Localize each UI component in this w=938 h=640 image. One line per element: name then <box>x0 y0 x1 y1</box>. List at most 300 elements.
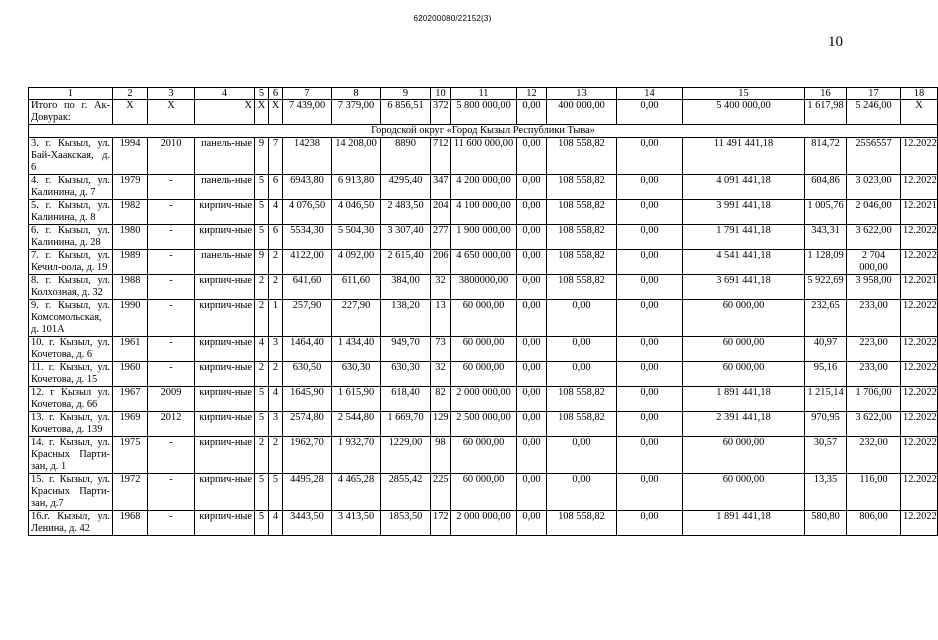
data-cell: 204 <box>431 200 451 225</box>
address-cell: 3. г. Кызыл, ул. Бай-Хаакская, д. 6 <box>29 138 113 175</box>
section-row <box>29 125 938 138</box>
data-cell: 7 <box>269 138 283 175</box>
data-cell: 12.2021 <box>901 275 938 300</box>
data-cell: 0,00 <box>517 437 547 474</box>
data-cell: 95,16 <box>805 362 847 387</box>
building-row <box>29 138 938 175</box>
data-cell: 0,00 <box>547 337 617 362</box>
data-cell: 4 092,00 <box>332 250 381 275</box>
data-cell: 73 <box>431 337 451 362</box>
building-row <box>29 387 938 412</box>
data-cell: 12.2022 <box>901 337 938 362</box>
address-cell: 14. г. Кызыл, ул. Красных Парти-зан, д. 1 <box>29 437 113 474</box>
data-cell: кирпич-ные <box>195 412 255 437</box>
data-cell: - <box>148 300 195 337</box>
data-cell: 3 307,40 <box>381 225 431 250</box>
total-value-cell: X <box>269 100 283 125</box>
data-cell: 630,30 <box>332 362 381 387</box>
data-cell: 9 <box>255 250 269 275</box>
data-cell: 60 000,00 <box>451 337 517 362</box>
data-cell: 108 558,82 <box>547 412 617 437</box>
data-cell: 0,00 <box>517 250 547 275</box>
data-cell: 5 <box>255 474 269 511</box>
data-cell: 1 434,40 <box>332 337 381 362</box>
data-cell: 347 <box>431 175 451 200</box>
data-cell: 2 391 441,18 <box>683 412 805 437</box>
data-cell: 0,00 <box>617 437 683 474</box>
data-cell: 2 000 000,00 <box>451 511 517 536</box>
total-value-cell: X <box>148 100 195 125</box>
data-cell: 630,30 <box>381 362 431 387</box>
data-cell: 0,00 <box>547 437 617 474</box>
data-cell: 40,97 <box>805 337 847 362</box>
data-cell: 1990 <box>113 300 148 337</box>
data-cell: 4495,28 <box>283 474 332 511</box>
building-row <box>29 175 938 200</box>
data-cell: - <box>148 175 195 200</box>
data-cell: 5534,30 <box>283 225 332 250</box>
data-cell: 233,00 <box>847 362 901 387</box>
data-cell: 4 465,28 <box>332 474 381 511</box>
data-cell: 5 <box>255 225 269 250</box>
address-cell: 6. г. Кызыл, ул. Калинина, д. 28 <box>29 225 113 250</box>
data-cell: 3 991 441,18 <box>683 200 805 225</box>
data-cell: 1989 <box>113 250 148 275</box>
data-cell: 0,00 <box>547 362 617 387</box>
data-cell: кирпич-ные <box>195 225 255 250</box>
data-cell: 0,00 <box>517 225 547 250</box>
data-cell: 1229,00 <box>381 437 431 474</box>
column-number-cell: 13 <box>547 88 617 100</box>
data-cell: 0,00 <box>617 200 683 225</box>
data-cell: кирпич-ные <box>195 275 255 300</box>
column-number-row <box>29 88 938 100</box>
data-cell: 1 932,70 <box>332 437 381 474</box>
data-cell: 30,57 <box>805 437 847 474</box>
data-cell: 5 922,69 <box>805 275 847 300</box>
data-cell: 1 900 000,00 <box>451 225 517 250</box>
data-cell: 0,00 <box>547 300 617 337</box>
data-cell: 611,60 <box>332 275 381 300</box>
data-cell: 2574,80 <box>283 412 332 437</box>
building-row <box>29 275 938 300</box>
data-cell: 5 504,30 <box>332 225 381 250</box>
data-cell: 0,00 <box>617 362 683 387</box>
data-cell: 60 000,00 <box>451 362 517 387</box>
address-cell: 16.г. Кызыл, ул. Ленина, д. 42 <box>29 511 113 536</box>
housing-program-table <box>28 87 938 536</box>
data-cell: 12.2022 <box>901 250 938 275</box>
data-cell: 3 <box>269 337 283 362</box>
data-cell: 1 215,14 <box>805 387 847 412</box>
data-cell: 2009 <box>148 387 195 412</box>
data-cell: - <box>148 437 195 474</box>
data-cell: 1 005,76 <box>805 200 847 225</box>
data-cell: - <box>148 275 195 300</box>
data-cell: 0,00 <box>617 275 683 300</box>
total-value-cell: X <box>901 100 938 125</box>
data-cell: 13 <box>431 300 451 337</box>
data-cell: 2 <box>255 437 269 474</box>
total-value-cell: 0,00 <box>617 100 683 125</box>
data-cell: 4122,00 <box>283 250 332 275</box>
total-value-cell: 6 856,51 <box>381 100 431 125</box>
data-cell: 641,60 <box>283 275 332 300</box>
data-cell: 2 000 000,00 <box>451 387 517 412</box>
data-cell: 12.2022 <box>901 437 938 474</box>
data-cell: 223,00 <box>847 337 901 362</box>
column-number-cell: 18 <box>901 88 938 100</box>
column-number-cell: 1 <box>29 88 113 100</box>
address-cell: 9. г. Кызыл, ул. Комсомольская, д. 101А <box>29 300 113 337</box>
data-cell: 970,95 <box>805 412 847 437</box>
data-cell: кирпич-ные <box>195 511 255 536</box>
data-cell: 82 <box>431 387 451 412</box>
data-cell: 604,86 <box>805 175 847 200</box>
data-cell: 814,72 <box>805 138 847 175</box>
data-cell: 12.2022 <box>901 138 938 175</box>
data-cell: 618,40 <box>381 387 431 412</box>
data-cell: 60 000,00 <box>683 474 805 511</box>
data-cell: 12.2022 <box>901 300 938 337</box>
data-cell: 2 500 000,00 <box>451 412 517 437</box>
data-cell: 1961 <box>113 337 148 362</box>
address-cell: 4. г. Кызыл, ул. Калинина, д. 7 <box>29 175 113 200</box>
data-cell: 3443,50 <box>283 511 332 536</box>
data-cell: 1967 <box>113 387 148 412</box>
data-cell: 2 <box>269 437 283 474</box>
data-cell: 0,00 <box>517 511 547 536</box>
data-cell: 60 000,00 <box>451 300 517 337</box>
data-cell: 1 891 441,18 <box>683 511 805 536</box>
total-value-cell: 372 <box>431 100 451 125</box>
data-cell: 12.2022 <box>901 474 938 511</box>
data-cell: 0,00 <box>517 175 547 200</box>
data-cell: 0,00 <box>517 138 547 175</box>
data-cell: 0,00 <box>517 337 547 362</box>
data-cell: 806,00 <box>847 511 901 536</box>
data-cell: 12.2022 <box>901 387 938 412</box>
data-cell: 257,90 <box>283 300 332 337</box>
column-number-cell: 6 <box>269 88 283 100</box>
data-cell: 6943,80 <box>283 175 332 200</box>
data-cell: кирпич-ные <box>195 437 255 474</box>
data-cell: 3 691 441,18 <box>683 275 805 300</box>
building-row <box>29 250 938 275</box>
data-cell: 3 023,00 <box>847 175 901 200</box>
data-cell: 4 091 441,18 <box>683 175 805 200</box>
data-cell: 2 544,80 <box>332 412 381 437</box>
data-cell: 1982 <box>113 200 148 225</box>
data-cell: 4 <box>269 511 283 536</box>
total-value-cell: 400 000,00 <box>547 100 617 125</box>
data-cell: 0,00 <box>547 474 617 511</box>
data-cell: 1 791 441,18 <box>683 225 805 250</box>
total-value-cell: X <box>255 100 269 125</box>
column-number-cell: 14 <box>617 88 683 100</box>
address-cell: 10. г. Кызыл, ул. Кочетова, д. 6 <box>29 337 113 362</box>
data-cell: 108 558,82 <box>547 175 617 200</box>
data-cell: 129 <box>431 412 451 437</box>
data-cell: 0,00 <box>617 175 683 200</box>
column-number-cell: 16 <box>805 88 847 100</box>
data-cell: 172 <box>431 511 451 536</box>
total-value-cell: 7 379,00 <box>332 100 381 125</box>
data-cell: 0,00 <box>617 250 683 275</box>
data-cell: 4 <box>269 387 283 412</box>
address-cell: 7. г. Кызыл, ул. Кечил-оола, д. 19 <box>29 250 113 275</box>
column-number-cell: 11 <box>451 88 517 100</box>
data-cell: 2556557 <box>847 138 901 175</box>
data-cell: 32 <box>431 362 451 387</box>
total-value-cell: 5 800 000,00 <box>451 100 517 125</box>
data-cell: кирпич-ные <box>195 200 255 225</box>
data-cell: 2 <box>269 362 283 387</box>
data-cell: 5 <box>255 412 269 437</box>
building-row <box>29 412 938 437</box>
data-cell: 108 558,82 <box>547 225 617 250</box>
data-cell: 1 615,90 <box>332 387 381 412</box>
data-cell: панель-ные <box>195 138 255 175</box>
data-cell: 1994 <box>113 138 148 175</box>
data-cell: 1 669,70 <box>381 412 431 437</box>
data-cell: 5 <box>255 387 269 412</box>
data-cell: 232,65 <box>805 300 847 337</box>
data-cell: 0,00 <box>617 300 683 337</box>
data-cell: 2855,42 <box>381 474 431 511</box>
data-cell: 1972 <box>113 474 148 511</box>
data-cell: 5 <box>255 175 269 200</box>
data-cell: 949,70 <box>381 337 431 362</box>
data-cell: кирпич-ные <box>195 337 255 362</box>
data-cell: 2 <box>255 275 269 300</box>
data-cell: кирпич-ные <box>195 362 255 387</box>
data-cell: 1988 <box>113 275 148 300</box>
total-value-cell: X <box>113 100 148 125</box>
column-number-cell: 7 <box>283 88 332 100</box>
column-number-cell: 12 <box>517 88 547 100</box>
building-row <box>29 362 938 387</box>
data-cell: 6 913,80 <box>332 175 381 200</box>
data-cell: 60 000,00 <box>683 362 805 387</box>
data-cell: 630,50 <box>283 362 332 387</box>
data-cell: 14 208,00 <box>332 138 381 175</box>
data-cell: 1968 <box>113 511 148 536</box>
data-cell: кирпич-ные <box>195 474 255 511</box>
data-cell: 12.2022 <box>901 412 938 437</box>
data-cell: 3800000,00 <box>451 275 517 300</box>
data-cell: 5 <box>255 511 269 536</box>
data-cell: 14238 <box>283 138 332 175</box>
total-value-cell: 5 246,00 <box>847 100 901 125</box>
data-cell: 4 541 441,18 <box>683 250 805 275</box>
data-cell: 108 558,82 <box>547 138 617 175</box>
data-cell: - <box>148 250 195 275</box>
data-cell: 1 128,09 <box>805 250 847 275</box>
data-cell: кирпич-ные <box>195 300 255 337</box>
total-value-cell: X <box>195 100 255 125</box>
data-cell: - <box>148 337 195 362</box>
data-cell: 233,00 <box>847 300 901 337</box>
total-value-cell: 7 439,00 <box>283 100 332 125</box>
total-value-cell: 5 400 000,00 <box>683 100 805 125</box>
data-cell: 580,80 <box>805 511 847 536</box>
data-cell: 3 <box>269 412 283 437</box>
data-cell: 4 <box>269 200 283 225</box>
section-title: Городской округ «Город Кызыл Республики Тыва» <box>29 125 938 138</box>
data-cell: 0,00 <box>517 275 547 300</box>
data-cell: 2 <box>269 275 283 300</box>
address-cell: 5. г. Кызыл, ул. Калинина, д. 8 <box>29 200 113 225</box>
data-cell: 0,00 <box>617 337 683 362</box>
data-cell: 0,00 <box>617 511 683 536</box>
column-number-cell: 3 <box>148 88 195 100</box>
total-label-cell: Итого по г. Ак-Довурак: <box>29 100 113 125</box>
column-number-cell: 5 <box>255 88 269 100</box>
data-cell: 0,00 <box>517 362 547 387</box>
data-cell: 6 <box>269 225 283 250</box>
data-cell: 4 046,50 <box>332 200 381 225</box>
data-cell: кирпич-ные <box>195 387 255 412</box>
data-cell: 60 000,00 <box>451 474 517 511</box>
data-cell: 0,00 <box>617 412 683 437</box>
page-number: 10 <box>828 34 843 50</box>
data-cell: 3 622,00 <box>847 412 901 437</box>
data-cell: 0,00 <box>517 200 547 225</box>
building-row <box>29 225 938 250</box>
data-cell: 4 200 000,00 <box>451 175 517 200</box>
data-cell: 0,00 <box>517 300 547 337</box>
data-cell: 108 558,82 <box>547 200 617 225</box>
data-cell: 227,90 <box>332 300 381 337</box>
column-number-cell: 2 <box>113 88 148 100</box>
data-cell: 11 600 000,00 <box>451 138 517 175</box>
data-cell: 1 891 441,18 <box>683 387 805 412</box>
column-number-cell: 8 <box>332 88 381 100</box>
data-cell: 0,00 <box>517 387 547 412</box>
data-cell: 108 558,82 <box>547 511 617 536</box>
data-cell: 0,00 <box>617 387 683 412</box>
data-cell: 343,31 <box>805 225 847 250</box>
data-cell: 5 <box>269 474 283 511</box>
address-cell: 12. г Кызыл ул. Кочетова, д. 66 <box>29 387 113 412</box>
column-number-cell: 9 <box>381 88 431 100</box>
total-value-cell: 0,00 <box>517 100 547 125</box>
document-code: 620200080/22152(3) <box>413 14 492 23</box>
data-cell: 1645,90 <box>283 387 332 412</box>
data-cell: 11 491 441,18 <box>683 138 805 175</box>
data-cell: 2012 <box>148 412 195 437</box>
data-cell: 3 413,50 <box>332 511 381 536</box>
data-cell: 8890 <box>381 138 431 175</box>
total-value-cell: 1 617,98 <box>805 100 847 125</box>
building-row <box>29 474 938 511</box>
data-cell: 108 558,82 <box>547 275 617 300</box>
data-cell: 3 958,00 <box>847 275 901 300</box>
data-cell: 12.2022 <box>901 362 938 387</box>
data-cell: панель-ные <box>195 175 255 200</box>
data-cell: 138,20 <box>381 300 431 337</box>
building-row <box>29 300 938 337</box>
data-cell: панель-ные <box>195 250 255 275</box>
data-cell: 384,00 <box>381 275 431 300</box>
data-cell: - <box>148 474 195 511</box>
address-cell: 11. г. Кызыл, ул. Кочетова, д. 15 <box>29 362 113 387</box>
address-cell: 13. г. Кызыл, ул. Кочетова, д. 139 <box>29 412 113 437</box>
column-number-cell: 15 <box>683 88 805 100</box>
data-cell: 2 704 000,00 <box>847 250 901 275</box>
data-cell: - <box>148 511 195 536</box>
data-cell: 2 <box>255 362 269 387</box>
data-cell: 712 <box>431 138 451 175</box>
data-cell: 1853,50 <box>381 511 431 536</box>
column-number-cell: 4 <box>195 88 255 100</box>
column-number-cell: 17 <box>847 88 901 100</box>
column-number-cell: 10 <box>431 88 451 100</box>
data-cell: 1979 <box>113 175 148 200</box>
data-cell: 60 000,00 <box>683 437 805 474</box>
data-cell: 2 <box>255 300 269 337</box>
data-cell: 2 <box>269 250 283 275</box>
data-cell: 4 <box>255 337 269 362</box>
data-cell: 13,35 <box>805 474 847 511</box>
data-cell: 1975 <box>113 437 148 474</box>
data-cell: 0,00 <box>517 412 547 437</box>
data-cell: 12.2022 <box>901 175 938 200</box>
building-row <box>29 437 938 474</box>
data-cell: 60 000,00 <box>683 300 805 337</box>
data-cell: 108 558,82 <box>547 250 617 275</box>
data-cell: 206 <box>431 250 451 275</box>
data-cell: 0,00 <box>617 138 683 175</box>
data-cell: 12.2021 <box>901 200 938 225</box>
data-cell: 5 <box>255 200 269 225</box>
data-cell: 60 000,00 <box>683 337 805 362</box>
data-cell: 4 650 000,00 <box>451 250 517 275</box>
data-cell: 4295,40 <box>381 175 431 200</box>
data-cell: 1464,40 <box>283 337 332 362</box>
data-cell: 1980 <box>113 225 148 250</box>
data-cell: 108 558,82 <box>547 387 617 412</box>
data-cell: 2010 <box>148 138 195 175</box>
data-cell: - <box>148 200 195 225</box>
total-row <box>29 100 938 125</box>
data-cell: 12.2022 <box>901 225 938 250</box>
address-cell: 8. г. Кызыл, ул. Колхозная, д. 32 <box>29 275 113 300</box>
data-cell: 116,00 <box>847 474 901 511</box>
building-row <box>29 511 938 536</box>
data-cell: 1962,70 <box>283 437 332 474</box>
data-cell: 2 483,50 <box>381 200 431 225</box>
data-cell: 0,00 <box>617 225 683 250</box>
data-cell: 4 076,50 <box>283 200 332 225</box>
data-cell: 1 <box>269 300 283 337</box>
data-cell: 1 706,00 <box>847 387 901 412</box>
data-cell: 225 <box>431 474 451 511</box>
data-cell: - <box>148 362 195 387</box>
data-cell: - <box>148 225 195 250</box>
data-cell: 2 615,40 <box>381 250 431 275</box>
data-cell: 9 <box>255 138 269 175</box>
data-cell: 6 <box>269 175 283 200</box>
data-cell: 1960 <box>113 362 148 387</box>
data-cell: 12.2022 <box>901 511 938 536</box>
table-body <box>29 88 938 536</box>
data-cell: 2 046,00 <box>847 200 901 225</box>
building-row <box>29 200 938 225</box>
data-cell: 3 622,00 <box>847 225 901 250</box>
data-cell: 0,00 <box>517 474 547 511</box>
